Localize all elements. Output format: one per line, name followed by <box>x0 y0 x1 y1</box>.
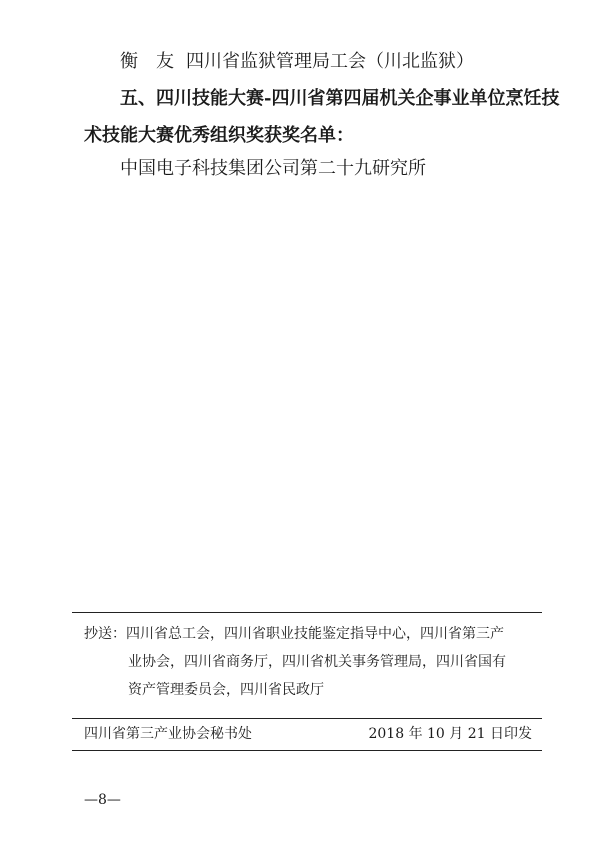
cc-line: 业协会，四川省商务厅，四川省机关事务管理局，四川省国有 <box>128 654 506 670</box>
section-heading-continued: 术技能大赛优秀组织奖获奖名单： <box>84 125 354 146</box>
award-organization: 中国电子科技集团公司第二十九研究所 <box>120 158 426 179</box>
divider-middle <box>72 718 542 719</box>
divider-top <box>72 612 542 613</box>
section-heading: 五、四川技能大赛-四川省第四届机关企事业单位烹饪技 <box>120 88 560 109</box>
award-entry-name: 衡 友 <box>120 51 174 72</box>
issuer: 四川省第三产业协会秘书处 <box>84 726 252 742</box>
cc-line: 资产管理委员会，四川省民政厅 <box>128 682 324 698</box>
page-number: —8— <box>84 792 121 808</box>
award-entry-organization: 四川省监狱管理局工会（川北监狱） <box>186 51 474 72</box>
issue-date: 2018 年 10 月 21 日印发 <box>368 726 532 742</box>
cc-block <box>84 620 534 704</box>
cc-line: 抄送：四川省总工会，四川省职业技能鉴定指导中心，四川省第三产 <box>84 626 504 642</box>
divider-bottom <box>72 750 542 751</box>
